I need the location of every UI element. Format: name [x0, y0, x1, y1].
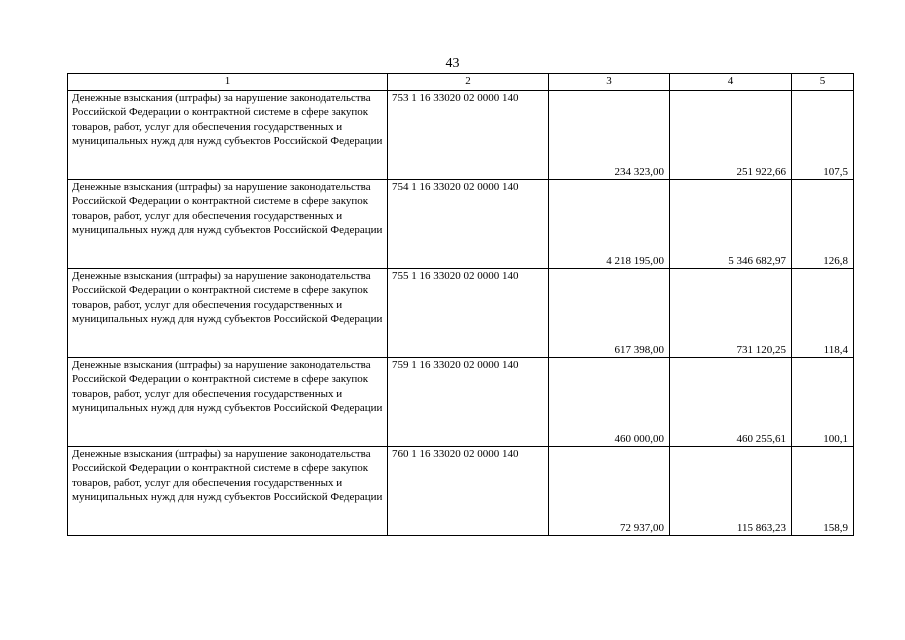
plan-amount-cell: 4 218 195,00	[549, 180, 670, 269]
budget-code-cell: 759 1 16 33020 02 0000 140	[388, 358, 549, 447]
revenue-name-cell: Денежные взыскания (штрафы) за нарушение законодательства Российской Федерации о контрактной системе в сфере закупок товаров, работ, услуг для обеспечения государственных и муниципальных нужд для нужд субъектов Российской Федерации	[68, 447, 388, 536]
budget-code-cell: 755 1 16 33020 02 0000 140	[388, 269, 549, 358]
revenue-name-cell: Денежные взыскания (штрафы) за нарушение законодательства Российской Федерации о контрактной системе в сфере закупок товаров, работ, услуг для обеспечения государственных и муниципальных нужд для нужд субъектов Российской Федерации	[68, 269, 388, 358]
table-header-row	[68, 74, 854, 91]
budget-code-cell: 754 1 16 33020 02 0000 140	[388, 180, 549, 269]
revenue-name-cell: Денежные взыскания (штрафы) за нарушение законодательства Российской Федерации о контрактной системе в сфере закупок товаров, работ, услуг для обеспечения государственных и муниципальных нужд для нужд субъектов Российской Федерации	[68, 180, 388, 269]
table-row	[68, 91, 854, 180]
column-header: 3	[549, 74, 670, 91]
column-header: 5	[792, 74, 854, 91]
column-header: 4	[670, 74, 792, 91]
percent-cell: 118,4	[792, 269, 854, 358]
column-header: 1	[68, 74, 388, 91]
revenue-name-cell: Денежные взыскания (штрафы) за нарушение законодательства Российской Федерации о контрактной системе в сфере закупок товаров, работ, услуг для обеспечения государственных и муниципальных нужд для нужд субъектов Российской Федерации	[68, 91, 388, 180]
plan-amount-cell: 460 000,00	[549, 358, 670, 447]
table-row	[68, 358, 854, 447]
plan-amount-cell: 72 937,00	[549, 447, 670, 536]
plan-amount-cell: 234 323,00	[549, 91, 670, 180]
actual-amount-cell: 5 346 682,97	[670, 180, 792, 269]
budget-code-cell: 760 1 16 33020 02 0000 140	[388, 447, 549, 536]
actual-amount-cell: 731 120,25	[670, 269, 792, 358]
column-header: 2	[388, 74, 549, 91]
actual-amount-cell: 251 922,66	[670, 91, 792, 180]
actual-amount-cell: 460 255,61	[670, 358, 792, 447]
table-row	[68, 269, 854, 358]
page-number: 43	[445, 56, 460, 71]
plan-amount-cell: 617 398,00	[549, 269, 670, 358]
table-row	[68, 180, 854, 269]
revenue-name-cell: Денежные взыскания (штрафы) за нарушение законодательства Российской Федерации о контрактной системе в сфере закупок товаров, работ, услуг для обеспечения государственных и муниципальных нужд для нужд субъектов Российской Федерации	[68, 358, 388, 447]
actual-amount-cell: 115 863,23	[670, 447, 792, 536]
table-row	[68, 447, 854, 536]
budget-code-cell: 753 1 16 33020 02 0000 140	[388, 91, 549, 180]
percent-cell: 158,9	[792, 447, 854, 536]
percent-cell: 100,1	[792, 358, 854, 447]
percent-cell: 126,8	[792, 180, 854, 269]
revenue-table	[67, 73, 854, 536]
percent-cell: 107,5	[792, 91, 854, 180]
